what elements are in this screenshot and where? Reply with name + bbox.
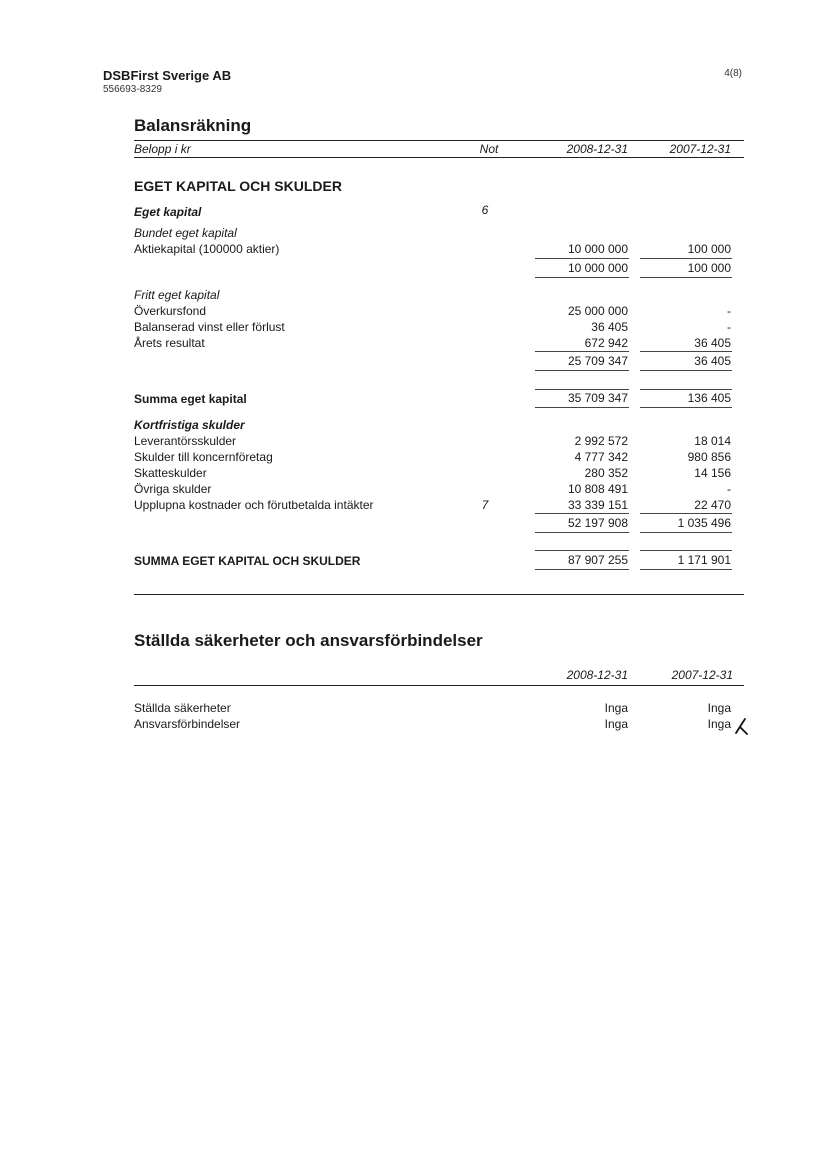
row-label: Aktiekapital (100000 aktier) (134, 242, 280, 256)
row-label: Balanserad vinst eller förlust (134, 320, 285, 334)
subtotal-2007: 36 405 (694, 354, 731, 368)
col-header-year2: 2007-12-31 (669, 142, 731, 156)
subtotal-2008: 52 197 908 (567, 516, 628, 530)
title-rule (134, 140, 744, 141)
row-value-2007: - (727, 304, 731, 318)
sum-rule (640, 351, 732, 352)
row-value-2007: 22 470 (694, 498, 731, 512)
section-title: EGET KAPITAL OCH SKULDER (134, 178, 342, 194)
sum-rule (535, 532, 629, 533)
sum-rule (640, 550, 732, 551)
row-value-2007: 36 405 (694, 336, 731, 350)
sum-rule (535, 258, 629, 259)
sum-rule (535, 389, 629, 390)
sum-rule (535, 351, 629, 352)
sum-rule (640, 407, 732, 408)
pledged-col-year1: 2008-12-31 (566, 668, 628, 682)
row-label: Skatteskulder (134, 466, 207, 480)
row-label: Leverantörsskulder (134, 434, 237, 448)
sum-rule (640, 277, 732, 278)
pledged-row-2008: Inga (604, 701, 628, 715)
row-value-2007: 100 000 (687, 242, 731, 256)
free-equity-heading: Fritt eget kapital (134, 288, 220, 302)
row-value-2007: - (727, 320, 731, 334)
subtotal-2007: 1 035 496 (677, 516, 731, 530)
equity-total-label: Summa eget kapital (134, 392, 247, 406)
pledged-row-label: Ställda säkerheter (134, 701, 231, 715)
row-value-2007: 18 014 (694, 434, 731, 448)
equity-heading: Eget kapital (134, 205, 202, 219)
grand-total-2007: 1 171 901 (677, 553, 731, 567)
sum-rule (535, 277, 629, 278)
sum-rule (535, 569, 629, 570)
row-value-2007: 980 856 (687, 450, 731, 464)
col-header-note: Not (479, 142, 499, 156)
page-number: 4(8) (724, 68, 742, 79)
org-number: 556693-8329 (103, 84, 162, 95)
row-value-2008: 25 000 000 (567, 304, 628, 318)
row-value-2008: 36 405 (591, 320, 628, 334)
sum-rule (640, 389, 732, 390)
row-value-2008: 672 942 (584, 336, 628, 350)
row-value-2008: 10 808 491 (567, 482, 628, 496)
row-label: Upplupna kostnader och förutbetalda intäkter (134, 498, 374, 512)
subtotal-2007: 100 000 (687, 261, 731, 275)
subtotal-2008: 10 000 000 (567, 261, 628, 275)
row-value-2007: - (727, 482, 731, 496)
row-value-2008: 280 352 (584, 466, 628, 480)
row-note: 7 (481, 498, 489, 512)
row-label: Årets resultat (134, 336, 205, 350)
pledged-header-rule (134, 685, 744, 686)
sum-rule (640, 532, 732, 533)
sum-rule (640, 513, 732, 514)
balance-sheet-title: Balansräkning (134, 116, 252, 135)
pledged-row-2007: Inga (707, 701, 731, 715)
pledged-row-2008: Inga (604, 717, 628, 731)
row-label: Övriga skulder (134, 482, 212, 496)
section-divider (134, 594, 744, 595)
row-label: Skulder till koncernföretag (134, 450, 273, 464)
pledged-row-2007: Inga (707, 717, 731, 731)
subtotal-2008: 25 709 347 (567, 354, 628, 368)
company-name: DSBFirst Sverige AB (103, 68, 232, 83)
current-liabilities-heading: Kortfristiga skulder (134, 418, 245, 432)
sum-rule (640, 370, 732, 371)
pledged-title: Ställda säkerheter och ansvarsförbindelser (134, 631, 483, 650)
row-value-2008: 4 777 342 (574, 450, 628, 464)
sum-rule (640, 569, 732, 570)
equity-total-2008: 35 709 347 (567, 391, 628, 405)
sum-rule (535, 370, 629, 371)
col-header-label: Belopp i kr (134, 142, 191, 156)
col-header-year1: 2008-12-31 (566, 142, 628, 156)
equity-total-2007: 136 405 (687, 391, 731, 405)
restricted-equity-heading: Bundet eget kapital (134, 226, 237, 240)
sum-rule (535, 513, 629, 514)
row-value-2008: 33 339 151 (567, 498, 628, 512)
grand-total-label: SUMMA EGET KAPITAL OCH SKULDER (134, 554, 361, 568)
sum-rule (640, 258, 732, 259)
grand-total-2008: 87 907 255 (567, 553, 628, 567)
pledged-row-label: Ansvarsförbindelser (134, 717, 241, 731)
row-value-2007: 14 156 (694, 466, 731, 480)
sum-rule (535, 407, 629, 408)
pledged-col-year2: 2007-12-31 (671, 668, 733, 682)
row-value-2008: 2 992 572 (574, 434, 628, 448)
handwritten-check-icon (734, 716, 752, 736)
row-label: Överkursfond (134, 304, 207, 318)
sum-rule (535, 550, 629, 551)
header-rule (134, 157, 744, 158)
equity-note: 6 (481, 203, 489, 217)
row-value-2008: 10 000 000 (567, 242, 628, 256)
